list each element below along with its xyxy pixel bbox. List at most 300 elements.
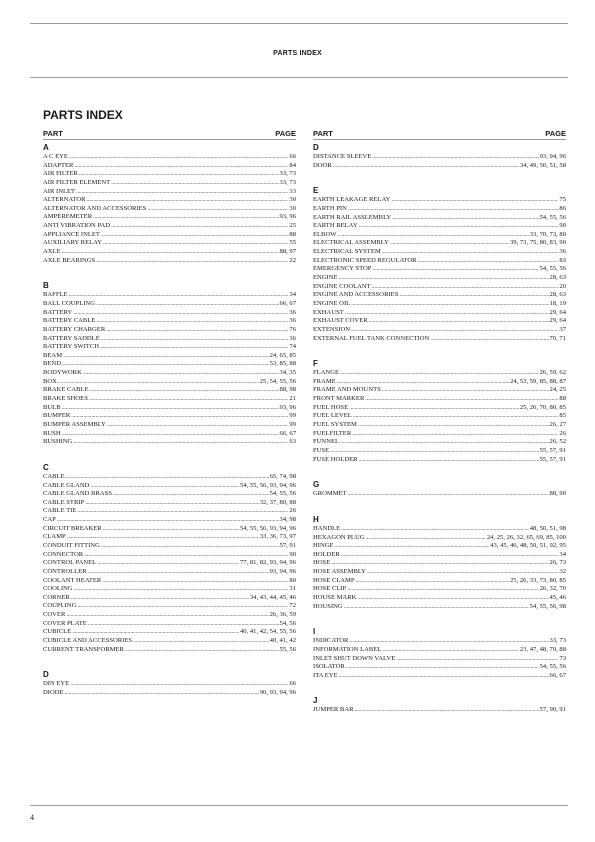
page-refs: 45, 46 (549, 593, 566, 601)
index-entry (313, 309, 566, 318)
footer-rule (30, 805, 568, 806)
index-entry (313, 274, 566, 283)
section-letter: G (313, 480, 320, 490)
page-refs: 39, 73, 75, 80, 83, 90 (509, 239, 566, 247)
page-refs: 55, 56 (279, 645, 296, 653)
part-name: EARTH RAIL ASSLEMBLY (313, 213, 392, 221)
index-entry (43, 628, 296, 637)
dot-leader (331, 559, 548, 568)
dot-leader (107, 421, 288, 430)
dot-leader (346, 663, 539, 672)
part-name: AXLE (43, 248, 61, 256)
dot-leader (341, 525, 529, 534)
part-name: CURRENT TRANSFORMER (43, 645, 124, 653)
dot-leader (339, 274, 549, 283)
section-gap (313, 611, 566, 627)
dot-leader (349, 637, 548, 646)
section-gap (313, 170, 566, 186)
page-refs: 26, 36, 59 (269, 611, 296, 619)
dot-leader (358, 421, 549, 430)
dot-leader (430, 335, 548, 344)
section-gap (313, 464, 566, 480)
index-entry (43, 507, 296, 516)
page-refs: 63 (289, 438, 296, 446)
page-refs: 75 (559, 196, 566, 204)
index-entry (313, 447, 566, 456)
part-name: FLANGE (313, 369, 340, 377)
part-name: ALTERNATOR (43, 196, 86, 204)
index-entry (313, 525, 566, 534)
dot-leader (93, 213, 278, 222)
dot-leader (352, 430, 558, 439)
part-name: CONTROLLER (43, 567, 87, 575)
index-entry (43, 205, 296, 214)
part-name: BRAKE SHOES (43, 395, 88, 403)
index-entry (313, 257, 566, 266)
dot-leader (79, 170, 279, 179)
dot-leader (347, 585, 538, 594)
dot-leader (355, 706, 539, 715)
page-refs: 26, 59, 62 (539, 369, 566, 377)
page-refs: 53, 85, 88 (269, 360, 296, 368)
page-refs: 33, 73 (279, 170, 296, 178)
part-name: ALTERNATOR AND ACCESSORIES (43, 204, 147, 212)
part-name: BUMPER ASSEMBLY (43, 420, 106, 428)
index-entry (43, 386, 296, 395)
page-refs: 43, 45, 46, 48, 50, 51, 92, 95 (490, 542, 566, 550)
page-refs: 24, 25, 26, 32, 65, 69, 85, 100 (486, 533, 566, 541)
index-entry (313, 291, 566, 300)
page-refs: 40, 41, 42, 54, 55, 56 (239, 628, 296, 636)
page-refs: 26, 32, 70 (539, 585, 566, 593)
part-name: BATTERY CABLE (43, 317, 96, 325)
dot-leader (83, 369, 279, 378)
dot-leader (348, 205, 559, 214)
page-refs: 54, 55, 56 (539, 265, 566, 273)
part-name: INLET SHUT DOWN VALVE (313, 654, 396, 662)
dot-leader (359, 456, 539, 465)
dot-leader (70, 680, 288, 689)
part-name: DIN EYE (43, 680, 70, 688)
page-refs: 33, 36, 73, 97 (259, 533, 296, 541)
dot-leader (71, 594, 249, 603)
dot-leader (101, 542, 279, 551)
page-refs: 90 (289, 550, 296, 558)
dot-leader (133, 637, 269, 646)
index-entry (43, 248, 296, 257)
part-name: AMPEREMETER (43, 213, 93, 221)
section-gap (313, 343, 566, 359)
page-refs: 54, 55, 56, 93, 94, 96 (239, 524, 296, 532)
part-name: CABLE GLAND BRASS (43, 490, 112, 498)
section-letter: C (43, 462, 49, 472)
page-refs: 54, 55, 56 (539, 213, 566, 221)
part-name: CUBICLE AND ACCESSORIES (43, 637, 133, 645)
dot-leader (101, 335, 289, 344)
index-entry (313, 559, 566, 568)
dot-leader (63, 352, 269, 361)
index-entry (313, 300, 566, 309)
index-entry (43, 551, 296, 560)
index-entry (43, 594, 296, 603)
section-letter: D (43, 670, 49, 680)
index-entry (313, 672, 566, 681)
index-entry (43, 473, 296, 482)
index-entry (43, 585, 296, 594)
page-refs: 18, 19 (549, 299, 566, 307)
part-name: BATTERY (43, 308, 73, 316)
page-refs: 24, 65, 85 (269, 351, 296, 359)
part-name: EXTENSION (313, 325, 350, 333)
index-entry (313, 490, 566, 499)
index-entry (43, 637, 296, 646)
index-entry (313, 646, 566, 655)
part-name: HOSE CLAMP (313, 576, 355, 584)
dot-leader (390, 239, 509, 248)
index-entry (43, 300, 296, 309)
dot-leader (339, 672, 549, 681)
dot-leader (66, 473, 269, 482)
dot-leader (341, 551, 559, 560)
page-refs: 29, 64 (549, 308, 566, 316)
page-refs: 36 (289, 317, 296, 325)
index-entry (313, 456, 566, 465)
part-name: APPLIANCE INLET (43, 230, 100, 238)
part-name: EXHAUST (313, 308, 344, 316)
index-entry (43, 611, 296, 620)
part-name: ELECTRICAL ASSEMBLY (313, 239, 389, 247)
dot-leader (147, 205, 288, 214)
index-entry (313, 317, 566, 326)
index-entry (313, 265, 566, 274)
dot-leader (399, 291, 548, 300)
index-entry (313, 205, 566, 214)
dot-leader (100, 343, 288, 352)
part-name: EARTH PIN (313, 204, 347, 212)
part-name: BALL COUPLING (43, 299, 95, 307)
part-name: FUNNEL (313, 438, 340, 446)
page-header: PAGE (275, 129, 296, 138)
index-entry (43, 179, 296, 188)
dot-leader (90, 386, 279, 395)
index-entry (313, 594, 566, 603)
index-entry (313, 162, 566, 171)
dot-leader (391, 196, 558, 205)
page-refs: 24, 25 (549, 386, 566, 394)
page-refs: 84 (289, 161, 296, 169)
part-name: HOUSING (313, 602, 343, 610)
index-entry (313, 386, 566, 395)
column-header (313, 129, 566, 140)
part-name: COOLANT HEATER (43, 576, 102, 584)
index-entry (313, 706, 566, 715)
index-entry (313, 369, 566, 378)
page-refs: 25 (289, 222, 296, 230)
page-refs: 88, 98 (279, 386, 296, 394)
dot-leader (62, 404, 279, 413)
header-rule (30, 77, 568, 78)
section-letter: F (313, 359, 318, 369)
dot-leader (96, 300, 279, 309)
index-entry (313, 231, 566, 240)
dot-leader (76, 188, 288, 197)
part-name: HOSE CLIP (313, 585, 347, 593)
page-refs: 33, 73 (549, 637, 566, 645)
dot-leader (125, 646, 279, 655)
part-name: BRAKE CABLE (43, 386, 89, 394)
page-refs: 30 (289, 204, 296, 212)
index-entry (313, 655, 566, 664)
section-letter: I (313, 627, 316, 637)
index-entry (313, 153, 566, 162)
page-refs: 80 (289, 576, 296, 584)
dot-leader (88, 568, 269, 577)
page-refs: 70, 71 (549, 334, 566, 342)
dot-leader (392, 214, 538, 223)
index-column-right (313, 129, 566, 715)
page-refs: 55 (289, 239, 296, 247)
dot-leader (87, 196, 289, 205)
dot-leader (62, 430, 279, 439)
page-refs: 36 (559, 248, 566, 256)
part-name: HOSE ASSEMBLY (313, 568, 367, 576)
index-entry (313, 378, 566, 387)
section-letter: H (313, 514, 319, 524)
dot-leader (96, 257, 288, 266)
dot-leader (359, 222, 559, 231)
part-name: BATTERY CHARGER (43, 325, 106, 333)
part-name: BUSH (43, 429, 61, 437)
dot-leader (57, 516, 279, 525)
dot-leader (418, 257, 559, 266)
part-name: BODYWORK (43, 369, 82, 377)
section-letter: A (43, 143, 49, 152)
dot-leader (337, 378, 509, 387)
index-body-left (43, 143, 296, 698)
index-column-left (43, 129, 296, 698)
index-entry (43, 352, 296, 361)
page-refs: 66, 67 (279, 429, 296, 437)
dot-leader (103, 525, 239, 534)
index-entry (43, 577, 296, 586)
part-name: COUPLING (43, 602, 77, 610)
page-title: PARTS INDEX (43, 108, 123, 122)
page-refs: 57, 90, 91 (539, 706, 566, 714)
part-name: CABLE STRIP (43, 498, 85, 506)
page-refs: 88, 97 (279, 248, 296, 256)
page-refs: 54, 55, 56, 93, 94, 96 (239, 481, 296, 489)
index-entry (43, 170, 296, 179)
page-refs: 25, 54, 55, 56 (259, 377, 296, 385)
page-refs: 26, 52 (549, 438, 566, 446)
index-entry (43, 335, 296, 344)
index-entry (43, 162, 296, 171)
dot-leader (72, 628, 239, 637)
dot-leader (62, 248, 279, 257)
part-name: ELECTRICAL SYSTEM (313, 248, 381, 256)
index-entry (313, 196, 566, 205)
part-name: EXHAUST COVER (313, 317, 368, 325)
index-entry (43, 421, 296, 430)
part-name: GROMMET (313, 490, 347, 498)
index-entry (313, 239, 566, 248)
dot-leader (77, 602, 288, 611)
section-letter: B (43, 281, 49, 291)
page-refs: 33, 70, 73, 80 (529, 230, 566, 238)
part-name: CONTROL PANEL (43, 559, 97, 567)
dot-leader (103, 239, 288, 248)
dot-leader (345, 309, 549, 318)
index-entry (43, 196, 296, 205)
part-name: ELBOW (313, 230, 337, 238)
page-refs: 93, 96 (279, 213, 296, 221)
running-header: PARTS INDEX (273, 50, 322, 57)
index-entry (313, 551, 566, 560)
index-entry (43, 438, 296, 447)
section-gap (43, 265, 296, 281)
part-name: BULB (43, 403, 61, 411)
index-entry (43, 602, 296, 611)
index-entry (313, 577, 566, 586)
page-refs: 34, 43, 44, 45, 46 (249, 593, 296, 601)
index-entry (313, 534, 566, 543)
page-refs: 22 (289, 256, 296, 264)
page-refs: 66 (289, 680, 296, 688)
page-refs: 86 (559, 204, 566, 212)
dot-leader (111, 179, 278, 188)
part-name: BAFFLE (43, 291, 68, 299)
page-refs: 21 (289, 395, 296, 403)
part-name: ENGINE (313, 274, 338, 282)
index-entry (43, 213, 296, 222)
section-gap (313, 680, 566, 696)
part-name: CAP (43, 516, 56, 524)
part-name: DIODE (43, 688, 64, 696)
part-name: ELECTRONIC SPEED REGULATOR (313, 256, 417, 264)
index-entry (43, 257, 296, 266)
index-entry (43, 326, 296, 335)
section-letter: D (313, 143, 319, 152)
page-refs: 72 (289, 602, 296, 610)
index-entry (43, 689, 296, 698)
index-entry (43, 222, 296, 231)
page-refs: 99 (289, 420, 296, 428)
part-name: CONDUIT FITTING (43, 541, 100, 549)
page-refs: 65, 74, 98 (269, 472, 296, 480)
dot-leader (101, 231, 288, 240)
part-name: FUEL SYSTEM (313, 421, 357, 429)
part-name: AUXILIARY RELAY (43, 239, 103, 247)
part-name: ENGINE COOLANT (313, 282, 371, 290)
index-entry (43, 559, 296, 568)
page-refs: 54, 56 (279, 619, 296, 627)
dot-leader (330, 447, 539, 456)
dot-leader (73, 309, 288, 318)
index-entry (43, 404, 296, 413)
part-name: COOLING (43, 585, 73, 593)
page-refs: 93, 94, 96 (539, 153, 566, 160)
part-name: INDICATOR (313, 637, 349, 645)
part-name: BUSHING (43, 438, 73, 446)
page-refs: 23, 47, 48, 70, 88 (519, 645, 566, 653)
page-refs: 88, 90 (549, 490, 566, 498)
top-rule (30, 23, 568, 24)
page-refs: 88 (289, 230, 296, 238)
part-name: EMERGENCY STOP (313, 265, 372, 273)
part-name: FUEL HOSE (313, 403, 349, 411)
index-entry (43, 490, 296, 499)
part-name: BEND (43, 360, 61, 368)
dot-leader (69, 291, 289, 300)
dot-leader (367, 568, 558, 577)
index-entry (313, 603, 566, 612)
part-name: ADAPTER (43, 161, 74, 169)
dot-leader (85, 499, 259, 508)
dot-leader (348, 490, 549, 499)
dot-leader (333, 162, 519, 171)
page-refs: 34 (559, 550, 566, 558)
dot-leader (372, 153, 538, 162)
part-name: CIRCUIT BREAKER (43, 524, 102, 532)
part-name: BATTERY SADDLE (43, 334, 100, 342)
index-entry (43, 153, 296, 162)
page-refs: 83 (559, 256, 566, 264)
part-name: ENGINE AND ACCESSORIES (313, 291, 399, 299)
dot-leader (382, 646, 519, 655)
page-refs: 73 (559, 654, 566, 662)
part-name: FRAME (313, 377, 336, 385)
page-refs: 54, 55, 56 (539, 663, 566, 671)
dot-leader (66, 611, 268, 620)
page-refs: 31 (289, 585, 296, 593)
page-refs: 36 (289, 308, 296, 316)
index-entry (43, 482, 296, 491)
index-entry (313, 404, 566, 413)
dot-leader (349, 404, 519, 413)
index-entry (43, 369, 296, 378)
dot-leader (67, 533, 259, 542)
page-refs: 32 (559, 568, 566, 576)
page-refs: 34, 49, 50, 51, 58 (519, 161, 566, 169)
page-refs: 93, 94, 96 (269, 567, 296, 575)
part-name: FUELFILTER (313, 429, 352, 437)
page-refs: 26 (559, 429, 566, 437)
index-entry (43, 430, 296, 439)
page-refs: 74 (289, 343, 296, 351)
index-entry (43, 378, 296, 387)
part-name: EXTERNAL FUEL TANK CONNECTION (313, 334, 430, 342)
dot-leader (356, 577, 509, 586)
page-refs: 29, 64 (549, 317, 566, 325)
section-letter: E (313, 186, 319, 196)
page-refs: 90, 93, 94, 96 (259, 688, 296, 696)
index-entry (313, 283, 566, 292)
part-name: COVER (43, 611, 66, 619)
index-entry (313, 248, 566, 257)
dot-leader (365, 395, 558, 404)
index-entry (43, 231, 296, 240)
part-name: CLAMP (43, 533, 66, 541)
index-entry (313, 663, 566, 672)
part-name: EARTH LEAKAGE RELAY (313, 196, 391, 204)
part-name: FRONT MARKER (313, 395, 365, 403)
index-entry (313, 585, 566, 594)
page-refs: 30 (289, 196, 296, 204)
index-entry (43, 542, 296, 551)
dot-leader (71, 412, 288, 421)
index-entry (43, 680, 296, 689)
dot-leader (340, 438, 549, 447)
